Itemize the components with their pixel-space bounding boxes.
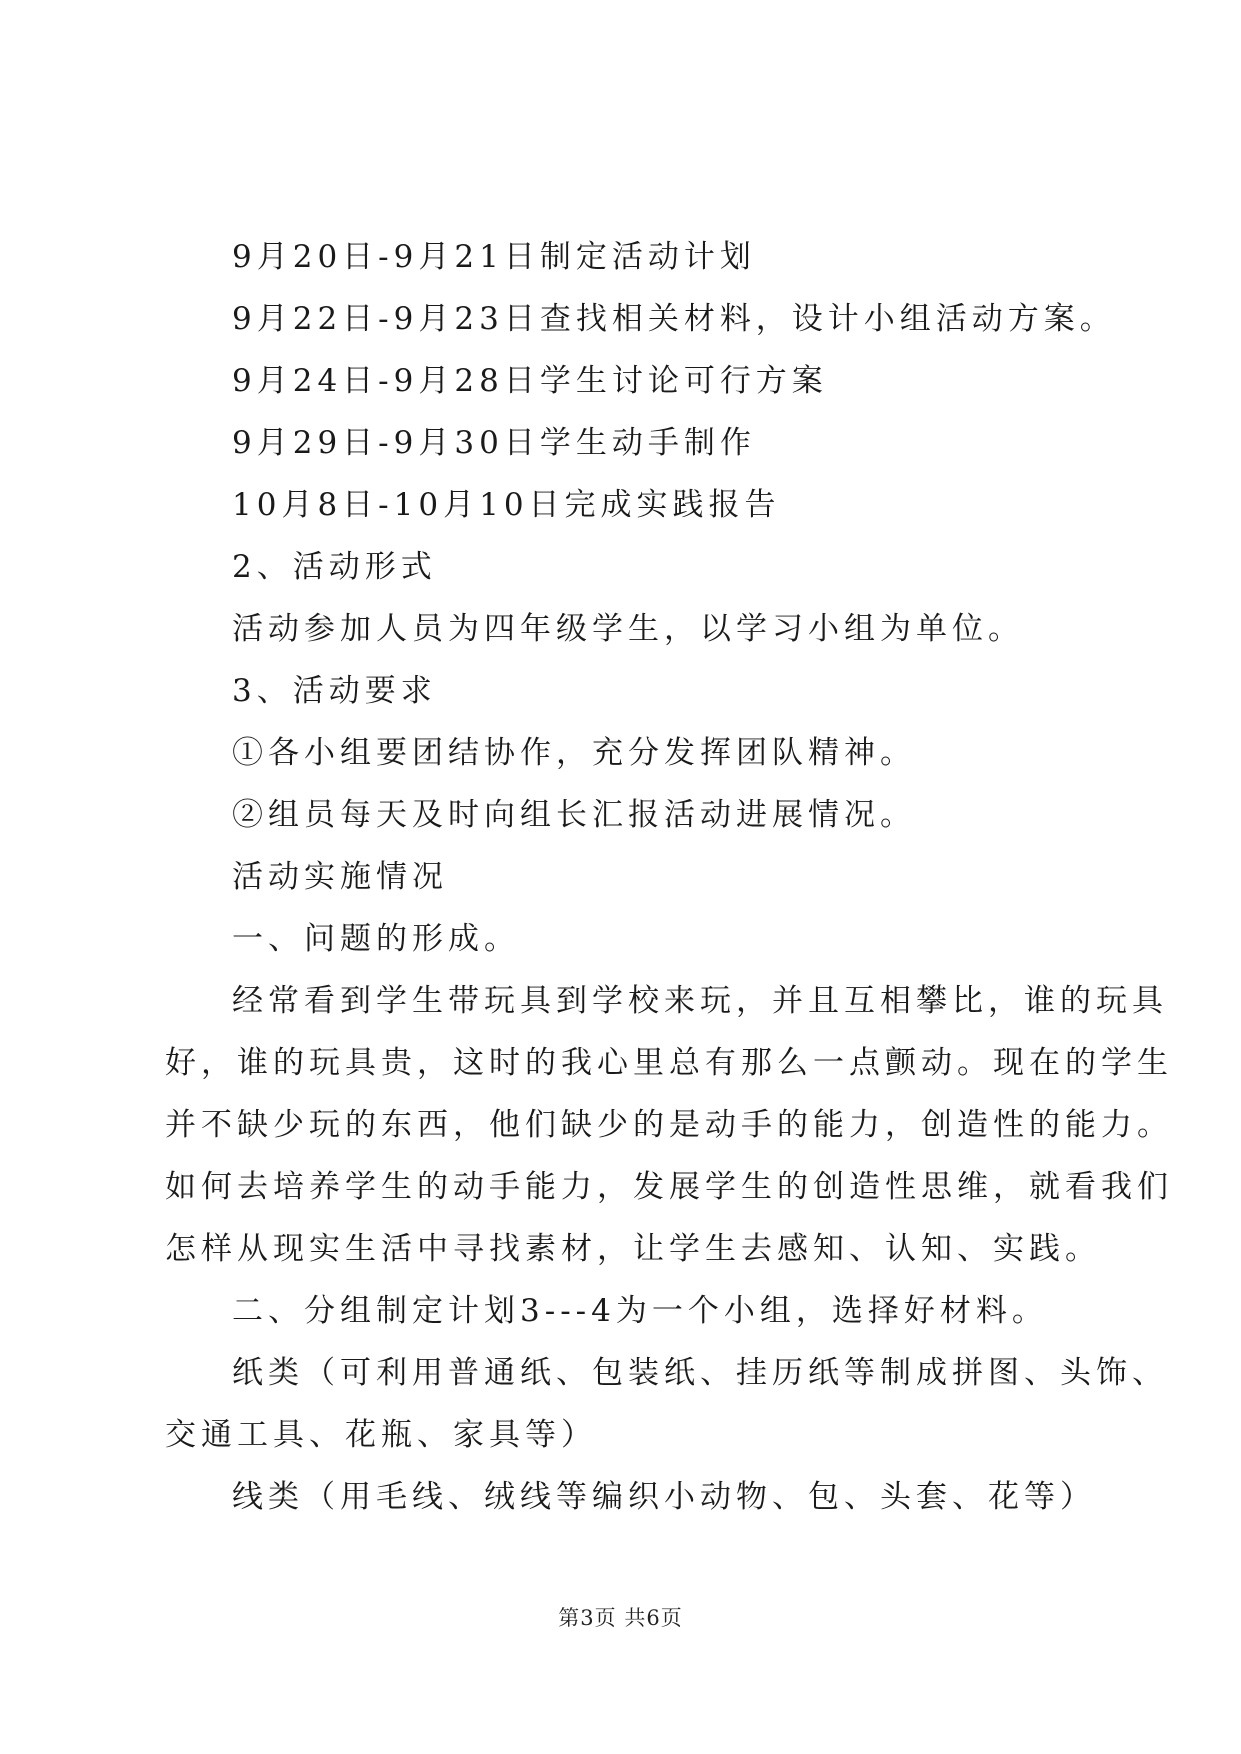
schedule-line-4: 9月29日-9月30日学生动手制作 bbox=[232, 425, 756, 461]
schedule-line-5: 10月8日-10月10日完成实践报告 bbox=[232, 487, 781, 523]
requirement-item-2: ②组员每天及时向组长汇报活动进展情况。 bbox=[232, 797, 916, 833]
requirement-item-1: ①各小组要团结协作，充分发挥团队精神。 bbox=[232, 735, 916, 771]
material-paper-line-2: 交通工具、花瓶、家具等） bbox=[165, 1417, 597, 1453]
section-heading-implementation: 活动实施情况 bbox=[232, 859, 448, 895]
subheading-problem-formation: 一、问题的形成。 bbox=[232, 921, 520, 957]
schedule-line-3: 9月24日-9月28日学生讨论可行方案 bbox=[232, 363, 828, 399]
material-thread-line: 线类（用毛线、绒线等编织小动物、包、头套、花等） bbox=[232, 1479, 1096, 1515]
subheading-grouping-plan: 二、分组制定计划3---4为一个小组，选择好材料。 bbox=[232, 1293, 1048, 1329]
paragraph-participants: 活动参加人员为四年级学生，以学习小组为单位。 bbox=[232, 611, 1024, 647]
paragraph-line: 好，谁的玩具贵，这时的我心里总有那么一点颤动。现在的学生 bbox=[165, 1045, 1173, 1081]
paragraph-line: 并不缺少玩的东西，他们缺少的是动手的能力，创造性的能力。 bbox=[165, 1107, 1173, 1143]
page-number-footer: 第3页 共6页 bbox=[558, 1606, 683, 1630]
section-heading-activity-form: 2、活动形式 bbox=[232, 549, 437, 585]
paragraph-line: 经常看到学生带玩具到学校来玩，并且互相攀比，谁的玩具 bbox=[232, 983, 1168, 1019]
schedule-line-1: 9月20日-9月21日制定活动计划 bbox=[232, 239, 756, 275]
schedule-line-2: 9月22日-9月23日查找相关材料，设计小组活动方案。 bbox=[232, 301, 1116, 337]
section-heading-requirements: 3、活动要求 bbox=[232, 673, 437, 709]
paragraph-line: 如何去培养学生的动手能力，发展学生的创造性思维，就看我们 bbox=[165, 1169, 1173, 1205]
paragraph-line: 怎样从现实生活中寻找素材，让学生去感知、认知、实践。 bbox=[165, 1231, 1101, 1267]
material-paper-line-1: 纸类（可利用普通纸、包装纸、挂历纸等制成拼图、头饰、 bbox=[232, 1355, 1168, 1391]
